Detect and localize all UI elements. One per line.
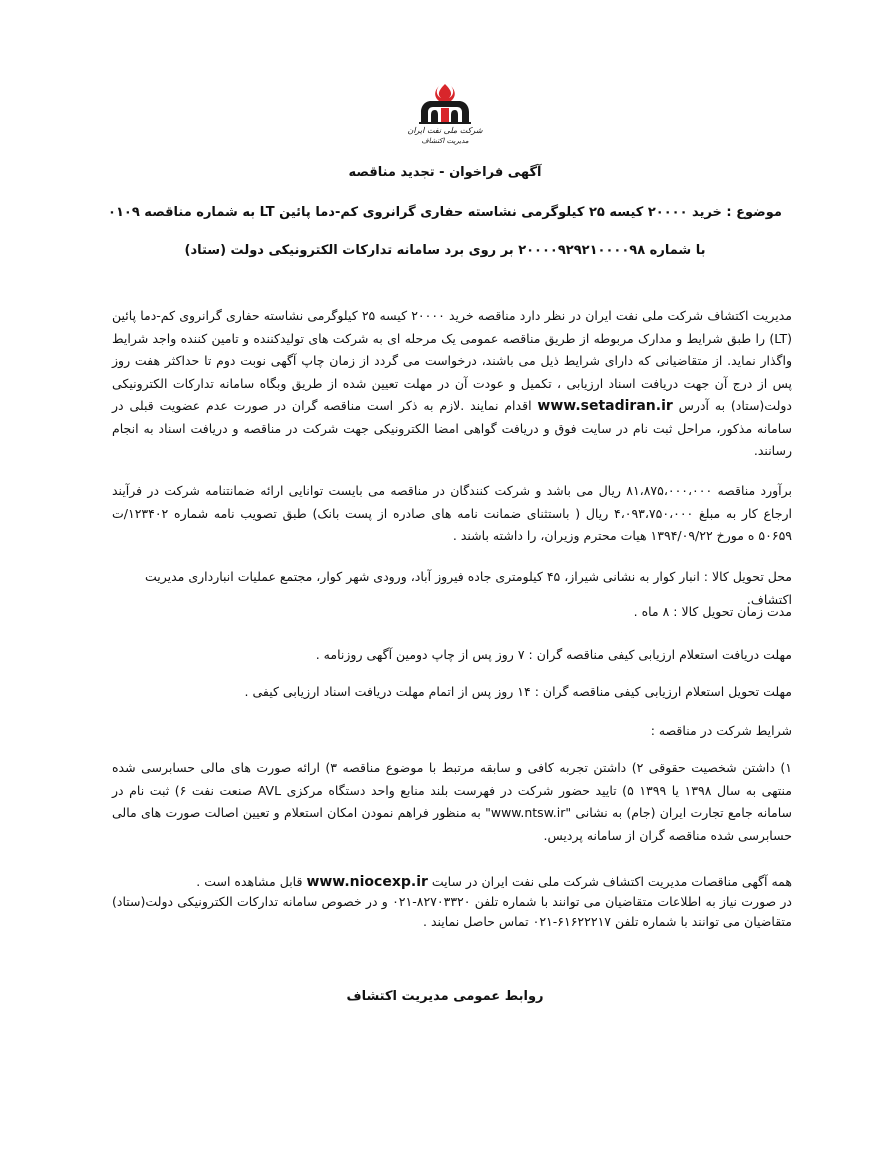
delivery-location: محل تحویل کالا : انبار کوار به نشانی شیراز، ۴۵ کیلومتری جاده فیروز آباد، ورودی شهر کوار، مجتمع عملیات انبارداری مدیریت اکتشاف. — [144, 569, 792, 607]
delivery-duration: مدت زمان تحویل کالا : ۸ ماه . — [633, 604, 792, 619]
logo-subcaption: مدیریت اکتشاف — [421, 137, 469, 145]
nioc-logo-icon — [395, 82, 495, 162]
contact-line-1 — [112, 872, 792, 892]
intro-text: مدیریت اکتشاف شرکت ملی نفت ایران در نظر دارد مناقصه خرید ۲۰۰۰۰ کیسه ۲۵ کیلوگرمی نشاسته حفاری گرانروی کم-دما پائین (LT) را طبق شرایط و مدارک مربوطه از طریق مناقصه عمومی یک مرحله ای به شرکت های تولیدکننده و تامین کننده واجد شرایط واگذار نماید. از متقاضیانی که دارای شرایط ذیل می باشند، درخواست می گردد از زمان چاپ آگهی نوبت دوم تا حداکثر هفت روز پس از درج آن جهت دریافت اسناد ارزیابی ، تکمیل و عودت آن در مهلت تعیین شده از طریق وبگاه سامانه تدارکات الکترونیکی دولت(ستاد) به آدرس — [112, 308, 793, 413]
inquiry-receipt-deadline: مهلت دریافت استعلام ارزیابی کیفی مناقصه گران : ۷ روز پس از چاپ دومین آگهی روزنامه . — [315, 647, 792, 662]
nioc-logo — [395, 82, 495, 162]
signature: روابط عمومی مدیریت اکتشاف — [346, 989, 544, 1004]
niocexp-link[interactable]: www.niocexp.ir — [306, 874, 428, 890]
contact-paragraph — [112, 872, 792, 932]
inquiry-delivery-deadline: مهلت تحویل استعلام ارزیابی کیفی مناقصه گران : ۱۴ روز پس از اتمام مهلت دریافت اسناد ارزیابی کیفی . — [244, 684, 792, 699]
announcement-title: آگهی فراخوان - تجدید مناقصه — [348, 165, 542, 180]
intro-tail: اقدام نمایند .لازم به ذکر است مناقصه گران در صورت عدم عضویت قبلی در سامانه مذکور، مراحل ثبت نام در سایت فوق و دریافت گواهی امضا الکترونیکی جهت شرکت در مناقصه و دریافت اسناد به انجام رسانند. — [112, 398, 792, 458]
estimate-paragraph: برآورد مناقصه ۸۱،۸۷۵،۰۰۰،۰۰۰ ریال می باشد و شرکت کنندگان در مناقصه می بایست توانایی ارائه ضمانتنامه شرکت در فرآیند ارجاع کار به مبلغ ۴،۰۹۳،۷۵۰،۰۰۰ ریال ( باستثنای ضمانت نامه های صادره از پست بانک) طبق تصویب نامه شماره ۱۲۳۴۰۲/ت ۵۰۶۵۹ ه مورخ ۱۳۹۴/۰۹/۲۲ هیات محترم وزیران، را داشته باشند . — [112, 483, 792, 543]
conditions-list: ۱) داشتن شخصیت حقوقی ۲) داشتن تجربه کافی و سابقه مرتبط با موضوع مناقصه ۳) ارائه صورت های مالی حسابرسی شده منتهی به سال ۱۳۹۸ یا ۱۳۹۹ ۵) تایید حضور شرکت در فهرست بلند منابع واحد دستگاه مرکزی AVL صنعت نفت ۶) ثبت نام در سامانه جامع تجارت ایران (جام) به نشانی "www.ntsw.ir" به منظور فراهم نمودن امکان استعلام و تعیین اصالت صورت های مالی حسابرسی شده مناقصه گران از سامانه پردیس. — [112, 760, 793, 843]
contact-head: همه آگهی مناقصات مدیریت اکتشاف شرکت ملی نفت ایران در سایت — [431, 874, 792, 889]
contact-tail: قابل مشاهده است . — [196, 874, 303, 889]
subject-line-1: موضوع : خرید ۲۰۰۰۰ کیسه ۲۵ کیلوگرمی نشاسته حفاری گرانروی کم-دما پائین LT به شماره مناقصه ۰۱۰۹ — [108, 205, 782, 220]
intro-paragraph — [112, 305, 792, 463]
logo-caption: شرکت ملی نفت ایران — [407, 126, 483, 135]
contact-line-2: در صورت نیاز به اطلاعات متقاضیان می توانند با شماره تلفن ۸۲۷۰۳۳۲۰-۰۲۱ و در خصوص سامانه تدارکات الکترونیکی دولت(ستاد) متقاضیان می توانند با شماره تلفن ۶۱۶۲۲۲۱۷-۰۲۱ تماس حاصل نمایند . — [112, 894, 793, 929]
conditions-heading: شرایط شرکت در مناقصه : — [650, 723, 792, 738]
subject-line-2: با شماره ۲۰۰۰۰۹۲۹۲۱۰۰۰۰۹۸ بر روی برد سامانه تدارکات الکترونیکی دولت (ستاد) — [184, 243, 706, 258]
setadiran-link[interactable]: www.setadiran.ir — [537, 398, 673, 414]
